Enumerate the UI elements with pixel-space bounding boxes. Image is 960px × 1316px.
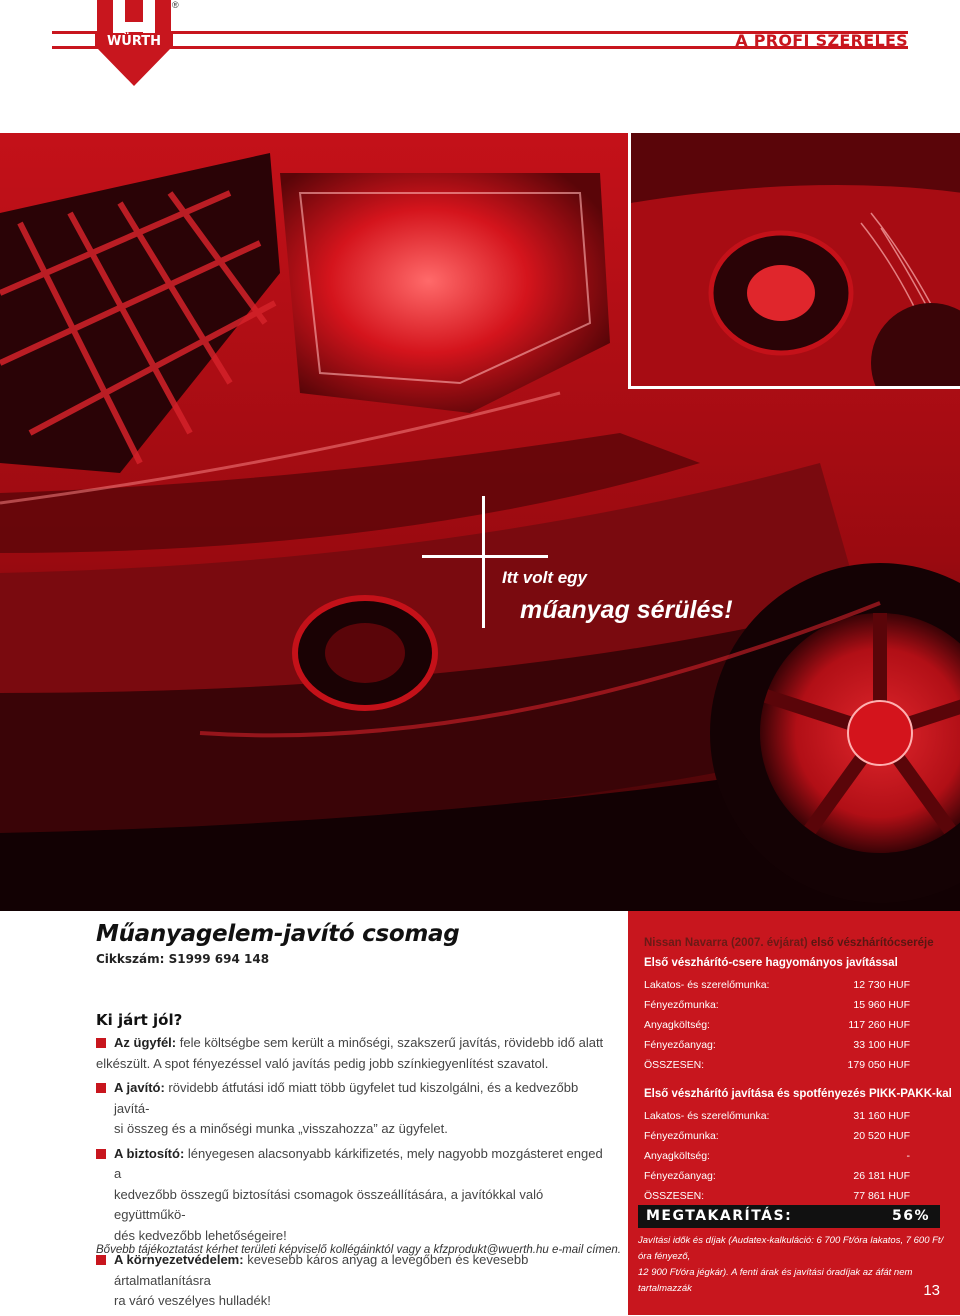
benefit-text-cont2: dés kedvezőbb lehetőségeire!: [114, 1227, 287, 1243]
pricing-note-line1: Javítási idők és díjak (Audatex-kalkuláció: 6 700 Ft/óra lakatos, 7 600 Ft/óra fényező,: [638, 1235, 944, 1262]
vehicle-heading: [644, 937, 934, 949]
savings-value: 56%: [891, 1208, 930, 1224]
benefit-lead: A környezetvédelem:: [114, 1252, 244, 1267]
cost-value: 77 861 HUF: [853, 1190, 910, 1202]
cost-label: Lakatos- és szerelőmunka:: [644, 979, 770, 991]
cost-value: 20 520 HUF: [853, 1130, 910, 1142]
section-pikk-pakk: Első vészhárító javítása és spotfényezés PIKK-PAKK-kal: [644, 1088, 952, 1100]
benefit-lead: A biztosító:: [114, 1145, 185, 1161]
cost-label: Anyagköltség:: [644, 1019, 710, 1031]
cost-value: 33 100 HUF: [853, 1039, 910, 1051]
cost-value: 15 960 HUF: [853, 999, 910, 1011]
page-number: 13: [923, 1282, 940, 1299]
vehicle-job: első vészhárítócseréje: [810, 937, 934, 949]
cost-row: [644, 1150, 910, 1162]
benefit-lead: Az ügyfél:: [114, 1035, 177, 1050]
pricing-note: [638, 1233, 948, 1297]
cost-comparison-box: [628, 911, 960, 1315]
benefit-item: [96, 1250, 604, 1312]
pricing-note-line2: 12 900 Ft/óra jégkár). A fenti árak és javítási óradíjak az áfát nem tartalmazzák: [638, 1267, 913, 1294]
cost-value: 31 160 HUF: [853, 1110, 910, 1122]
hero-caption-line2: műanyag sérülés!: [520, 596, 733, 624]
cost-label: Lakatos- és szerelőmunka:: [644, 1110, 770, 1122]
registered-mark: ®: [172, 0, 179, 10]
hero-caption-line1: Itt volt egy: [502, 568, 588, 587]
benefit-text: kevesebb káros anyag a levegőben és kevesebb ártalmatlanításra: [114, 1252, 529, 1288]
damage-closeup-photo: [628, 133, 960, 389]
cost-row: [644, 999, 910, 1011]
cost-total-row: [644, 1059, 910, 1071]
cost-row: [644, 1039, 910, 1051]
benefit-text-cont: kedvezőbb összegű biztosítási csomagok összeállítására, a javítókkal való együttműkö-: [114, 1186, 544, 1222]
cost-value: 179 050 HUF: [847, 1059, 910, 1071]
cost-row: [644, 1130, 910, 1142]
bullet-square-icon: [96, 1038, 106, 1048]
page-title: Műanyagelem-javító csomag: [96, 921, 460, 947]
wurth-logo: [95, 0, 173, 86]
contact-note: Bővebb tájékoztatást kérhet területi képviselő kollégáinktól vagy a kfzprodukt@wuerth.hu e-mail címen.: [96, 1244, 621, 1256]
cost-total-row: [644, 1190, 910, 1202]
benefit-list: [96, 1033, 604, 1316]
crosshair-vertical: [482, 496, 485, 628]
cost-label: Fényezőmunka:: [644, 1130, 719, 1142]
vehicle-model: Nissan Navarra (2007. évjárat): [644, 937, 811, 949]
benefit-text-cont: ra váró veszélyes hulladék!: [114, 1293, 271, 1308]
cost-label: Fényezőanyag:: [644, 1039, 716, 1051]
cost-row: [644, 1110, 910, 1122]
tagline: A PROFI SZERELÉS: [735, 31, 908, 50]
savings-bar: [638, 1205, 940, 1228]
crosshair-horizontal: [422, 555, 548, 558]
benefit-item: [96, 1144, 604, 1247]
bullet-square-icon: [96, 1149, 106, 1159]
cost-value: -: [906, 1150, 910, 1162]
section-traditional: Első vészhárító-csere hagyományos javítással: [644, 957, 898, 969]
svg-text:WÜRTH: WÜRTH: [106, 34, 162, 49]
benefit-text-cont: elkészült. A spot fényezéssel való javítás pedig jobb színkiegyenlítést szavatol.: [96, 1055, 549, 1071]
benefit-text: fele költségbe sem került a minőségi, szakszerű javítás, rövidebb idő alatt: [176, 1035, 604, 1050]
benefit-lead: A javító:: [114, 1080, 165, 1095]
section-question: Ki járt jól?: [96, 1011, 183, 1029]
benefit-item: [96, 1033, 604, 1074]
cost-value: 12 730 HUF: [853, 979, 910, 991]
cost-label: ÖSSZESEN:: [644, 1059, 705, 1071]
benefit-text-cont: si összeg és a minőségi munka „visszahozza” az ügyfelet.: [114, 1121, 448, 1136]
cost-label: Fényezőanyag:: [644, 1170, 716, 1182]
benefit-item: [96, 1078, 604, 1140]
cost-row: [644, 979, 910, 991]
benefit-text: rövidebb átfutási idő miatt több ügyfelet tud kiszolgálni, és a kedvezőbb javítá-: [114, 1080, 579, 1116]
benefit-text: lényegesen alacsonyabb kárkifizetés, mely nagyobb mozgásteret enged a: [114, 1145, 603, 1181]
savings-label: MEGTAKARÍTÁS:: [646, 1208, 793, 1224]
bullet-square-icon: [96, 1255, 106, 1265]
cost-label: Anyagköltség:: [644, 1150, 710, 1162]
cost-row: [644, 1170, 910, 1182]
cost-label: Fényezőmunka:: [644, 999, 719, 1011]
cost-value: 26 181 HUF: [853, 1170, 910, 1182]
cost-value: 117 260 HUF: [848, 1019, 910, 1031]
cost-label: ÖSSZESEN:: [644, 1190, 705, 1202]
bullet-square-icon: [96, 1083, 106, 1093]
cost-row: [644, 1019, 910, 1031]
article-number: Cikkszám: S1999 694 148: [96, 952, 270, 966]
